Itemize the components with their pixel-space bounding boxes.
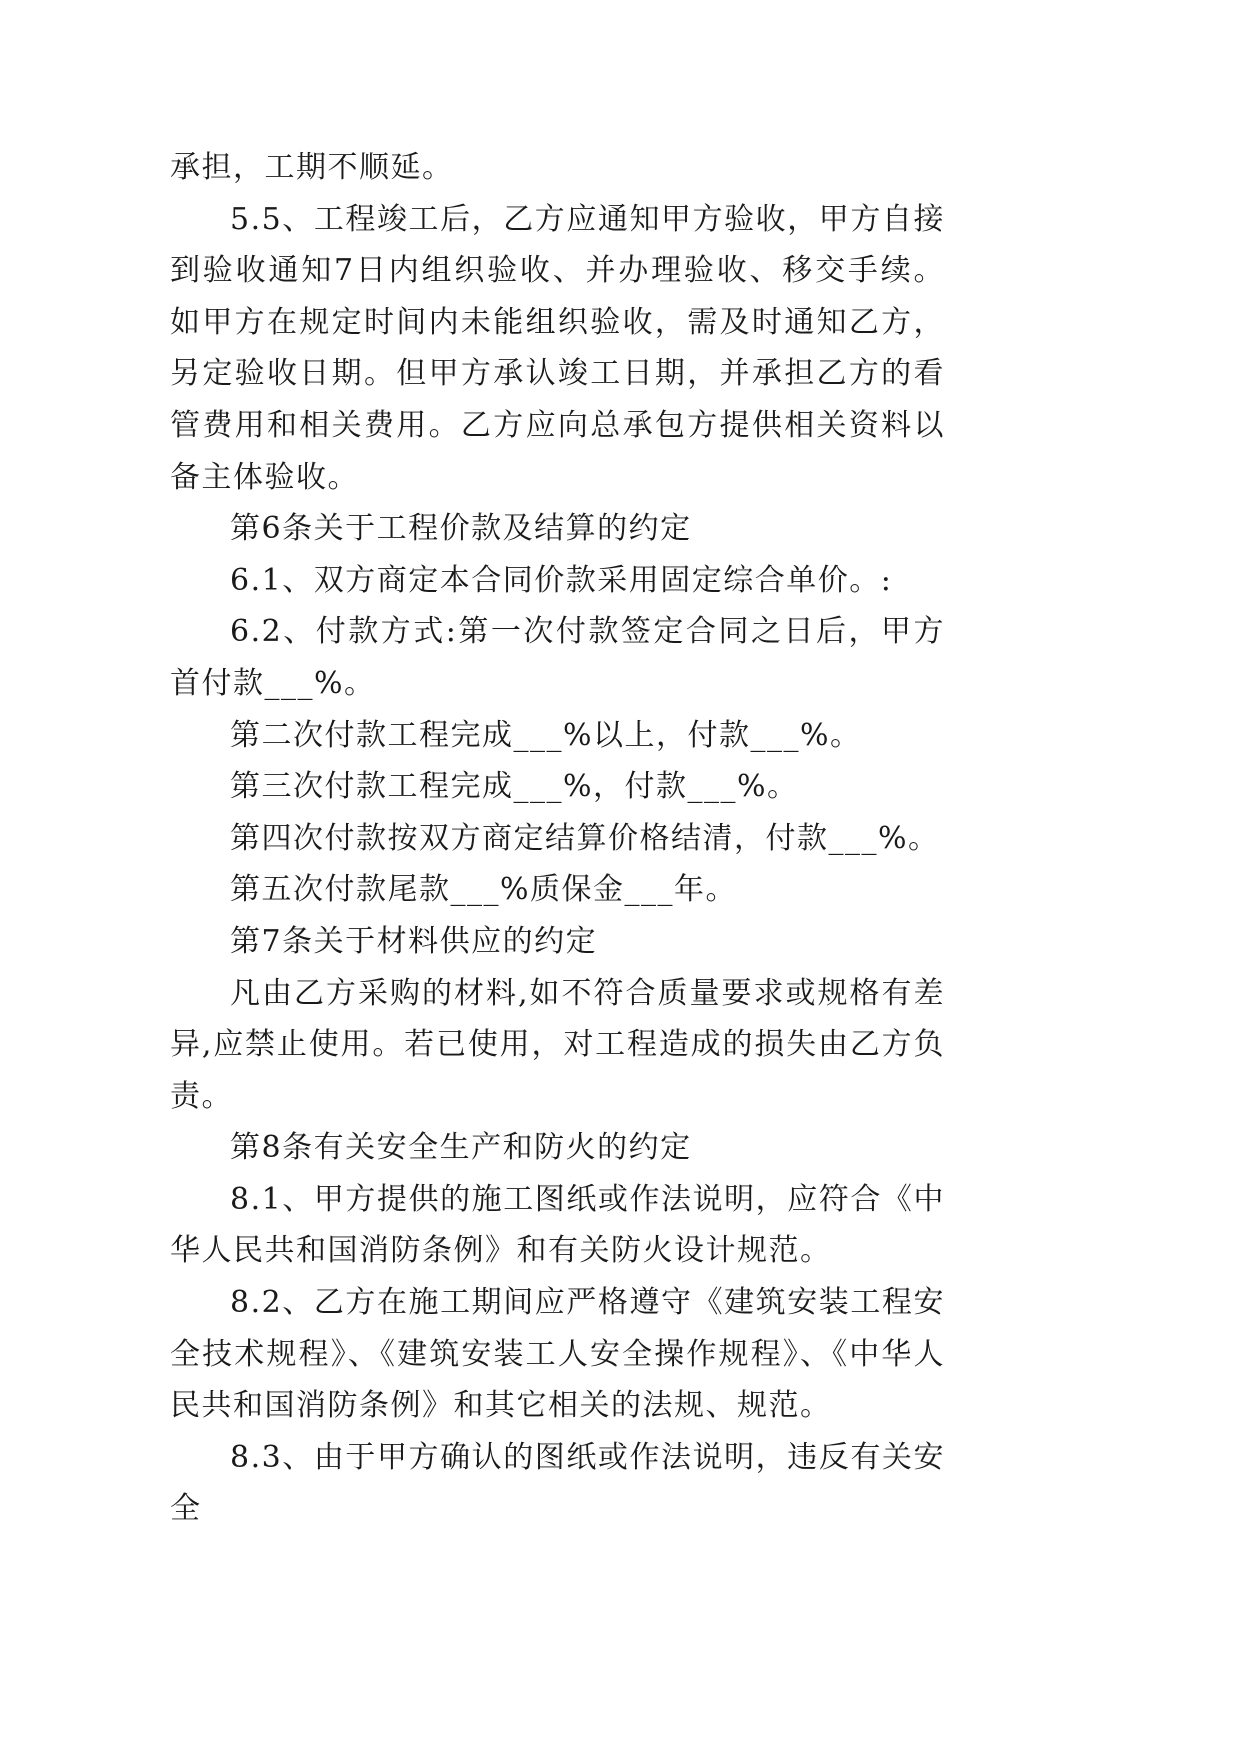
document-body: [170, 142, 945, 1535]
payment-third: 第三次付款工程完成___%，付款___%。: [230, 769, 799, 805]
paragraph-continuation: 承担，工期不顺延。: [170, 150, 454, 185]
article-7-heading: 第7条关于材料供应的约定: [230, 923, 598, 959]
paragraph-8-1: 8.1、甲方提供的施工图纸或作法说明，应符合《中华人民共和国消防条例》和有关防火设计规范。: [170, 1181, 945, 1269]
paragraph-6-2: 6.2、付款方式:第一次付款签定合同之日后，甲方首付款___%。: [170, 614, 945, 701]
payment-fourth: 第四次付款按双方商定结算价格结清，付款___%。: [230, 820, 940, 856]
paragraph-8-2: 8.2、乙方在施工期间应严格遵守《建筑安装工程安全技术规程》、《建筑安装工人安全操作规程》、《中华人民共和国消防条例》和其它相关的法规、规范。: [170, 1285, 945, 1424]
article-6-heading: 第6条关于工程价款及结算的约定: [230, 511, 692, 547]
paragraph-materials: 凡由乙方采购的材料,如不符合质量要求或规格有差异,应禁止使用。若已使用，对工程造成的损失由乙方负责。: [170, 975, 945, 1114]
paragraph-8-3: 8.3、由于甲方确认的图纸或作法说明，违反有关安全: [170, 1439, 945, 1527]
paragraph-5-5: 5.5、工程竣工后，乙方应通知甲方验收，甲方自接到验收通知7日内组织验收、并办理验收、移交手续。如甲方在规定时间内未能组织验收，需及时通知乙方，另定验收日期。但甲方承认竣工日期，并承担乙方的看管费用和相关费用。乙方应向总承包方提供相关资料以备主体验收。: [170, 201, 945, 495]
paragraph-6-1: 6.1、双方商定本合同价款采用固定综合单价。:: [230, 562, 893, 598]
article-8-heading: 第8条有关安全生产和防火的约定: [230, 1130, 692, 1166]
payment-fifth: 第五次付款尾款___%质保金___年。: [230, 872, 738, 908]
payment-second: 第二次付款工程完成___%以上，付款___%。: [230, 717, 862, 753]
